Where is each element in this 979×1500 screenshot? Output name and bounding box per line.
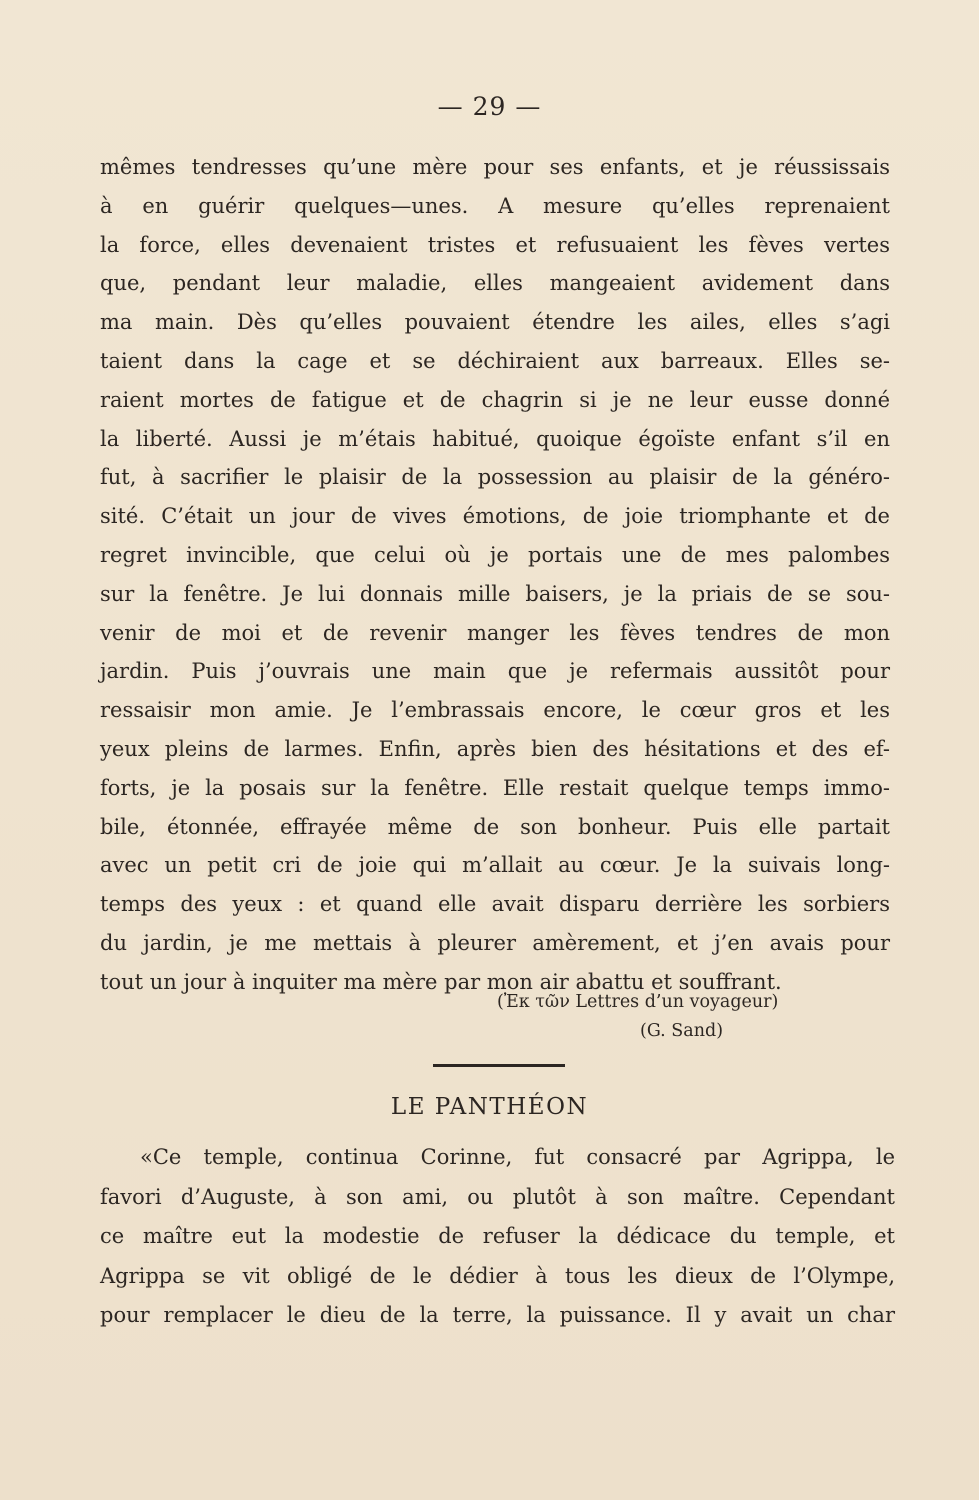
paragraph-line: sité. C’était un jour de vives émotions, de joie triomphante et de <box>100 504 890 529</box>
paragraph-line: tout un jour à inquiter ma mère par mon air abattu et souffrant. <box>100 969 782 994</box>
paragraph-line: bile, étonnée, effrayée même de son bonheur. Puis elle partait <box>100 814 890 839</box>
paragraph-line: temps des yeux : et quand elle avait disparu derrière les sorbiers <box>100 892 890 917</box>
paragraph-line: du jardin, je me mettais à pleurer amèrement, et j’en avais pour <box>100 930 890 955</box>
section-title: LE PANTHÉON <box>390 1094 589 1120</box>
section-line: pour remplacer le dieu de la terre, la puissance. Il y avait un char <box>100 1303 895 1327</box>
paragraph-line: la liberté. Aussi je m’étais habitué, quoique égoïste enfant s’il en <box>100 426 890 451</box>
paragraph-line: ma main. Dès qu’elles pouvaient étendre les ailes, elles s’agi <box>100 310 890 335</box>
paragraph-line: à en guérir quelques—unes. A mesure qu’elles reprenaient <box>100 193 890 218</box>
section-divider <box>433 1064 565 1067</box>
attribution-source: (Ἐκ τῶν Lettres d’un voyageur) <box>497 992 779 1012</box>
section-paragraph <box>100 1138 895 1336</box>
paragraph-line: que, pendant leur maladie, elles mangeaient avidement dans <box>100 271 890 296</box>
paragraph-line: jardin. Puis j’ouvrais une main que je refermais aussitôt pour <box>100 659 890 684</box>
section-line: «Ce temple, continua Corinne, fut consacré par Agrippa, le <box>140 1145 895 1169</box>
paragraph-line: sur la fenêtre. Je lui donnais mille baisers, je la priais de se sou- <box>100 581 890 606</box>
paragraph-line: taient dans la cage et se déchiraient aux barreaux. Elles se- <box>100 348 890 373</box>
main-paragraph <box>100 148 890 1002</box>
paragraph-line: forts, je la posais sur la fenêtre. Elle restait quelque temps immo- <box>100 775 890 800</box>
section-line: favori d’Auguste, à son ami, ou plutôt à son maître. Cependant <box>100 1184 895 1209</box>
paragraph-line: ressaisir mon amie. Je l’embrassais encore, le cœur gros et les <box>100 698 890 723</box>
paragraph-line: regret invincible, que celui où je portais une de mes palombes <box>100 542 890 567</box>
page-number: — 29 — <box>437 92 542 121</box>
paragraph-line: fut, à sacrifier le plaisir de la possession au plaisir de la généro- <box>100 465 890 490</box>
attribution-author: (G. Sand) <box>640 1021 724 1041</box>
section-line: ce maître eut la modestie de refuser la dédicace du temple, et <box>100 1224 895 1248</box>
section-line: Agrippa se vit obligé de le dédier à tous les dieux de l’Olympe, <box>100 1263 895 1288</box>
paragraph-line: avec un petit cri de joie qui m’allait au cœur. Je la suivais long- <box>100 853 890 878</box>
paragraph-line: yeux pleins de larmes. Enfin, après bien des hésitations et des ef- <box>100 736 890 761</box>
paragraph-line: venir de moi et de revenir manger les fèves tendres de mon <box>100 620 890 645</box>
paragraph-line: mêmes tendresses qu’une mère pour ses enfants, et je réussissais <box>100 155 890 179</box>
paragraph-line: raient mortes de fatigue et de chagrin si je ne leur eusse donné <box>100 387 890 412</box>
paragraph-line: la force, elles devenaient tristes et refusuaient les fèves vertes <box>100 232 890 257</box>
